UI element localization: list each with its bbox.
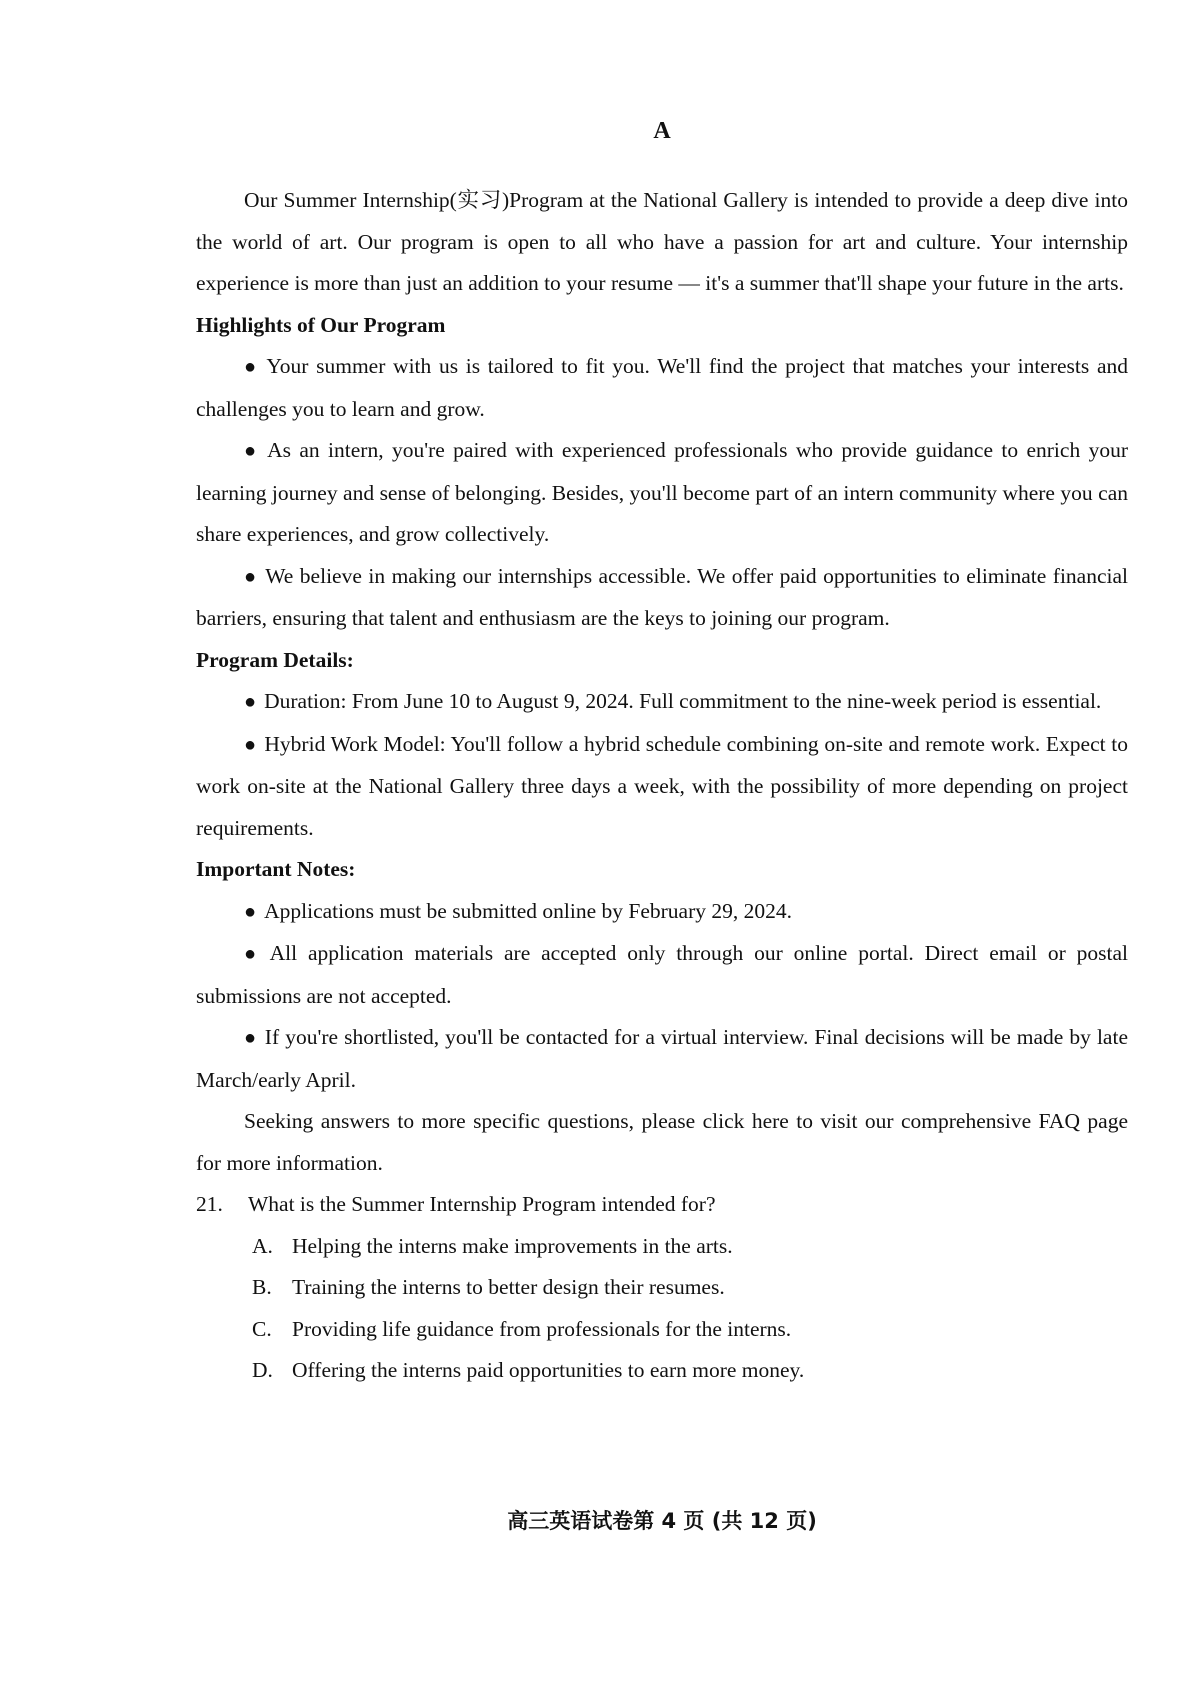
option-d (196, 1350, 1128, 1392)
option-letter: B. (252, 1275, 272, 1299)
note-item: ● Applications must be submitted online by February 29, 2024. (196, 891, 1128, 934)
option-text: Training the interns to better design their resumes. (292, 1275, 725, 1299)
detail-item: ● Hybrid Work Model: You'll follow a hybrid schedule combining on-site and remote work. Expect to work on-site at the National Gallery three days a week, with the possibility of more depending on project requirements. (196, 724, 1128, 850)
details-heading: Program Details: (196, 647, 354, 672)
note-item: ● If you're shortlisted, you'll be contacted for a virtual interview. Final decisions will be made by late March/early April. (196, 1017, 1128, 1101)
note-item: ● All application materials are accepted only through our online portal. Direct email or postal submissions are not accepted. (196, 933, 1128, 1017)
highlights-heading: Highlights of Our Program (196, 312, 446, 337)
question-21 (196, 1184, 1128, 1226)
notes-heading: Important Notes: (196, 857, 356, 881)
option-text: Helping the interns make improvements in the arts. (292, 1233, 733, 1258)
option-letter: A. (252, 1233, 273, 1258)
option-b (196, 1267, 1128, 1309)
option-text: Providing life guidance from professionals for the interns. (292, 1316, 792, 1341)
question-text: What is the Summer Internship Program intended for? (248, 1192, 716, 1216)
detail-item: ● Duration: From June 10 to August 9, 2024. Full commitment to the nine-week period is essential. (196, 681, 1128, 724)
question-number: 21. (196, 1192, 223, 1216)
option-text: Offering the interns paid opportunities to earn more money. (292, 1358, 805, 1382)
option-c (196, 1309, 1128, 1351)
intro-paragraph: Our Summer Internship(实习)Program at the National Gallery is intended to provide a deep dive into the world of art. Our program is open to all who have a passion for art and culture. Your internship experience is more than just an addition to your resume — it's a summer that'll shape your future in the arts. (196, 188, 1128, 295)
highlight-item: ● Your summer with us is tailored to fit you. We'll find the project that matches your interests and challenges you to learn and grow. (196, 346, 1128, 430)
option-a (196, 1226, 1128, 1268)
highlight-item: ● We believe in making our internships accessible. We offer paid opportunities to eliminate financial barriers, ensuring that talent and enthusiasm are the keys to joining our program. (196, 556, 1128, 640)
closing-paragraph: Seeking answers to more specific questions, please click here to visit our comprehensive FAQ page for more information. (196, 1109, 1128, 1175)
highlight-item: ● As an intern, you're paired with experienced professionals who provide guidance to enrich your learning journey and sense of belonging. Besides, you'll become part of an intern community where you can share experiences, and grow collectively. (196, 430, 1128, 556)
option-letter: C. (252, 1316, 272, 1341)
passage (196, 180, 1128, 1392)
section-letter: A (653, 118, 671, 144)
option-letter: D. (252, 1358, 273, 1382)
page-footer: 高三英语试卷第 4 页 (共 12 页) (507, 1509, 817, 1533)
